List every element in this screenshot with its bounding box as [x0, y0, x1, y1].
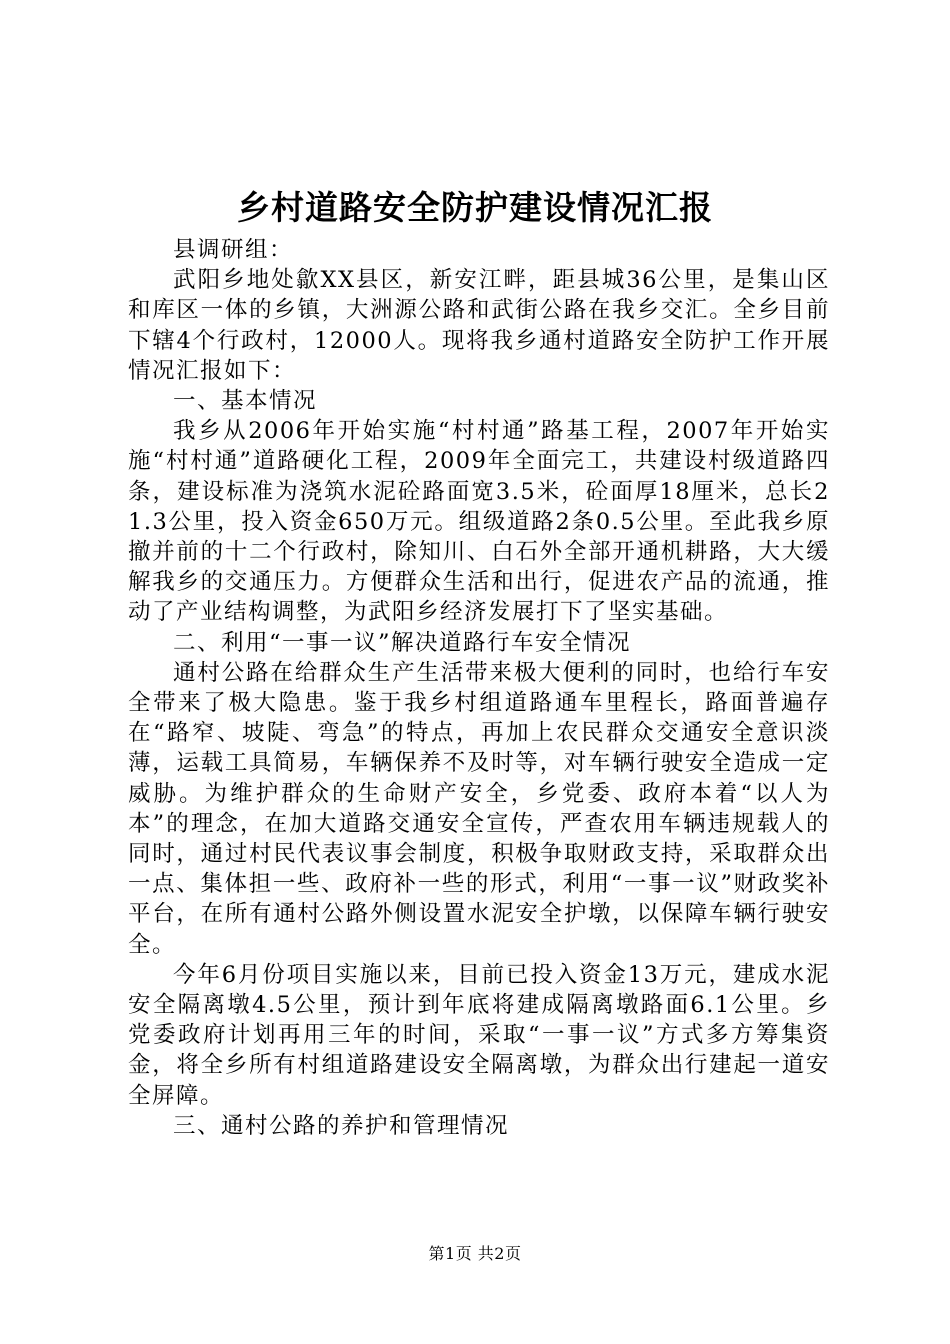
document-title: 乡村道路安全防护建设情况汇报: [237, 188, 713, 227]
section-heading-basic: 一、基本情况: [173, 388, 318, 415]
salutation: 县调研组：: [173, 237, 294, 263]
page-footer: 第1页 共2页: [428, 1244, 522, 1263]
intro-paragraph: 武阳乡地处歙XX县区，新安江畔，距县城36公里，是集山区和库区一体的乡镇，大洲源公路和武街公路在我乡交汇。全乡目前下辖4个行政村，12000人。现将我乡通村道路安全防护工作开展情况汇报如下：: [128, 267, 830, 384]
progress-paragraph: 今年6月份项目实施以来，目前已投入资金13万元，建成水泥安全隔离墩4.5公里，预计到年底将建成隔离墩路面6.1公里。乡党委政府计划再用三年的时间，采取“一事一议”方式多方筹集资金，将全乡所有村组道路建设安全隔离墩，为群众出行建起一道安全屏障。: [128, 961, 830, 1109]
safety-paragraph: 通村公路在给群众生产生活带来极大便利的同时，也给行车安全带来了极大隐患。鉴于我乡村组道路通车里程长，路面普遍存在“路窄、坡陡、弯急”的特点，再加上农民群众交通安全意识淡薄，运载工具简易，车辆保养不及时等，对车辆行驶安全造成一定威胁。为维护群众的生命财产安全，乡党委、政府本着“以人为本”的理念，在加大道路交通安全宣传，严查农用车辆违规载人的同时，通过村民代表议事会制度，积极争取财政支持，采取群众出一点、集体担一些、政府补一些的形式，利用“一事一议”财政奖补平台，在所有通村公路外侧设置水泥安全护墩，以保障车辆行驶安全。: [128, 659, 830, 958]
document-body: [128, 235, 830, 1141]
section-heading-maintenance: 三、通村公路的养护和管理情况: [173, 1112, 510, 1139]
section-heading-safety: 二、利用“一事一议”解决道路行车安全情况: [173, 629, 632, 656]
basic-situation-paragraph: 我乡从2006年开始实施“村村通”路基工程，2007年开始实施“村村通”道路硬化工程，2009年全面完工，共建设村级道路四条，建设标准为浇筑水泥砼路面宽3.5米，砼面厚18厘米，总长21.3公里，投入资金650万元。组级道路2条0.5公里。至此我乡原撤并前的十二个行政村，除知川、白石外全部开通机耕路，大大缓解我乡的交通压力。方便群众生活和出行，促进农产品的流通，推动了产业结构调整，为武阳乡经济发展打下了坚实基础。: [128, 418, 830, 626]
